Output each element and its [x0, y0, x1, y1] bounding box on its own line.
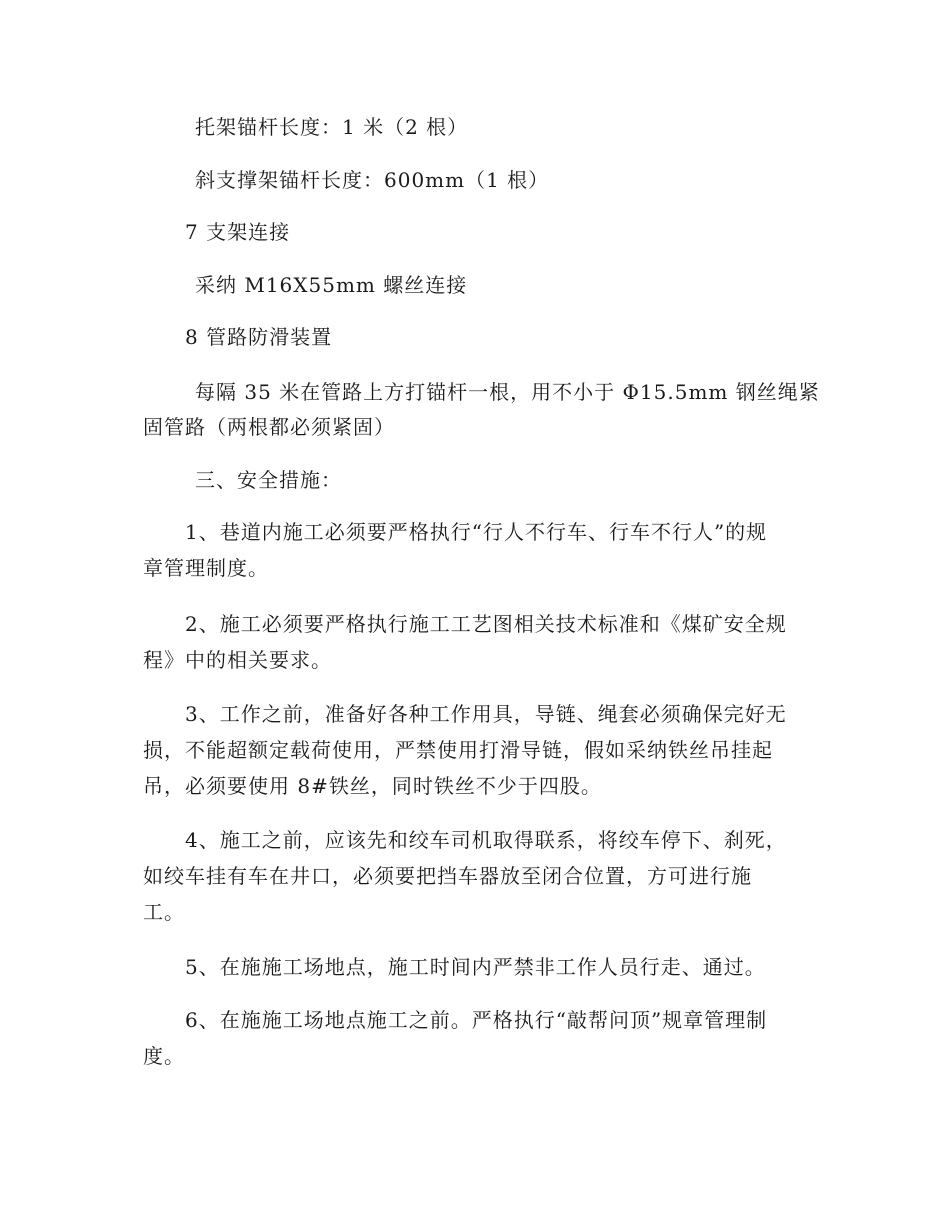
text-line: 工。: [143, 900, 185, 924]
text-line: 6、在施施工场地点施工之前。严格执行“敲帮问顶”规章管理制: [185, 1008, 768, 1032]
text-line: 程》中的相关要求。: [143, 648, 332, 672]
text-line: 度。: [143, 1044, 185, 1068]
text-line: 采纳 M16X55mm 螺丝连接: [195, 273, 468, 297]
text-line: 如绞车挂有车在井口，必须要把挡车器放至闭合位置，方可进行施: [143, 864, 752, 888]
text-line: 斜支撑架锚杆长度：600mm（1 根）: [195, 168, 550, 192]
section-heading: 8 管路防滑装置: [185, 325, 333, 349]
text-line: 3、工作之前，准备好各种工作用具，导链、绳套必须确保完好无: [185, 702, 787, 726]
text-line: 固管路（两根都必须紧固）: [143, 415, 395, 439]
text-line: 章管理制度。: [143, 556, 269, 580]
text-line: 1、巷道内施工必须要严格执行“行人不行车、行车不行人”的规: [185, 520, 768, 544]
text-line: 5、在施施工场地点，施工时间内严禁非工作人员行走、通过。: [185, 955, 766, 979]
text-line: 吊，必须要使用 8#铁丝，同时铁丝不少于四股。: [143, 774, 602, 798]
text-line: 托架锚杆长度：1 米（2 根）: [195, 115, 469, 139]
section-heading: 7 支架连接: [185, 220, 291, 244]
text-line: 2、施工必须要严格执行施工工艺图相关技术标准和《煤矿安全规: [185, 612, 787, 636]
section-heading: 三、安全措施：: [195, 468, 342, 492]
text-line: 每隔 35 米在管路上方打锚杆一根，用不小于 Φ15.5mm 钢丝绳紧: [195, 380, 820, 404]
text-line: 4、施工之前，应该先和绞车司机取得联系，将绞车停下、刹死，: [185, 828, 787, 852]
text-line: 损，不能超额定载荷使用，严禁使用打滑导链，假如采纳铁丝吊挂起: [143, 738, 773, 762]
